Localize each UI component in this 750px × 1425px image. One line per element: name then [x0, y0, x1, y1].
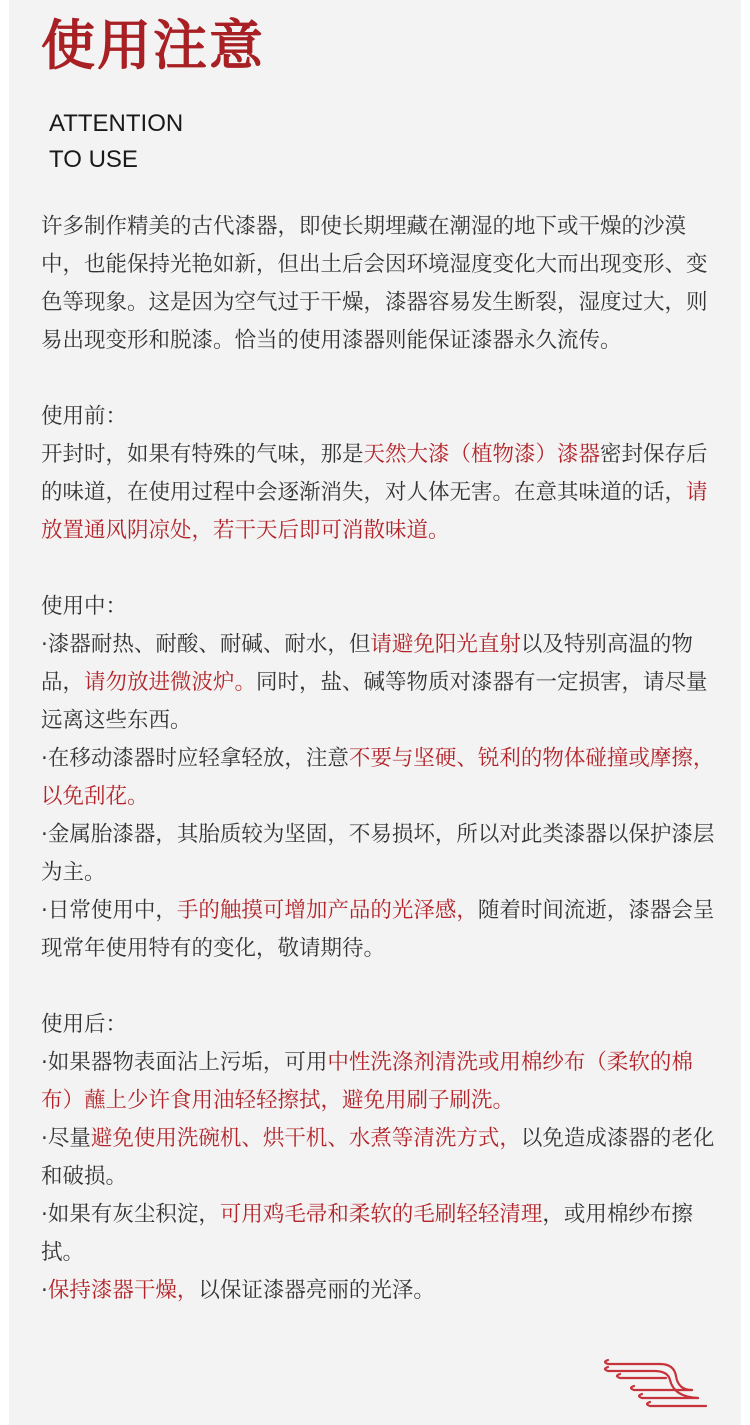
body-text: 同时，盐、碱等物质对漆器有一定损害，请尽量远离这些东西。 [41, 670, 708, 733]
intro-paragraph: 许多制作精美的古代漆器，即使长期埋藏在潮湿的地下或干燥的沙漠中，也能保持光艳如新，但出土后会因环境湿度变化大而出现变形、变色等现象。这是因为空气过于干燥，漆器容易发生断裂，湿度过大，则易出现变形和脱漆。恰当的使用漆器则能保证漆器永久流传。 [41, 214, 708, 353]
highlight-text: 请避免阳光直射 [370, 632, 521, 657]
body-text: ·日常使用中， [41, 898, 177, 923]
body-text: 开封时，如果有特殊的气味，那是 [41, 442, 364, 467]
section-after-use [41, 1006, 719, 1310]
body-text: ，或用棉纱布擦拭。 [41, 1202, 693, 1265]
section-heading: 使用中： [41, 594, 128, 619]
highlight-text: 请勿放进微波炉。 [84, 670, 257, 695]
page [9, 0, 741, 1425]
list-item [41, 740, 719, 816]
list-item [41, 1272, 719, 1310]
list-item [41, 816, 719, 892]
list-item [41, 1196, 719, 1272]
highlight-text: 天然大漆（植物漆）漆器 [363, 442, 601, 467]
content [41, 208, 719, 1310]
highlight-text: 保持漆器干燥， [47, 1278, 199, 1303]
list-item [41, 436, 719, 550]
highlight-text: 可用鸡毛帚和柔软的毛刷轻轻清理 [219, 1202, 543, 1227]
body-text: 密封保存后的味道，在使用过程中会逐渐消失，对人体无害。在意其味道的话， [41, 442, 708, 505]
section-items [41, 436, 719, 550]
list-item [41, 1120, 719, 1196]
body-text: ·尽量 [41, 1126, 91, 1151]
body-text: ·在移动漆器时应轻拿轻放，注意 [41, 746, 349, 771]
body-text: · [41, 1278, 48, 1303]
body-text: 以及特别高温的物品， [41, 632, 693, 695]
body-text: ·如果有灰尘积淀， [41, 1202, 220, 1227]
section-during-use [41, 588, 719, 968]
list-item [41, 1044, 719, 1120]
highlight-text: 请放置通风阴凉处，若干天后即可消散味道。 [41, 480, 708, 543]
section-heading: 使用后： [41, 1012, 128, 1037]
page-title: 使用注意 [41, 14, 265, 77]
body-text: ·金属胎漆器，其胎质较为坚固，不易损坏，所以对此类漆器以保护漆层为主。 [41, 822, 715, 885]
section-heading: 使用前： [41, 404, 128, 429]
highlight-text: 手的触摸可增加产品的光泽感， [176, 898, 478, 923]
highlight-text: 避免使用洗碗机、烘干机、水煮等清洗方式， [90, 1126, 521, 1151]
section-items [41, 626, 719, 968]
body-text: 随着时间流逝，漆器会呈现常年使用特有的变化，敬请期待。 [41, 898, 715, 961]
subtitle-line-1: ATTENTION [49, 110, 184, 137]
list-item [41, 626, 719, 740]
highlight-text: 不要与坚硬、锐利的物体碰撞或摩擦，以免刮花。 [41, 746, 715, 809]
section-before-use [41, 398, 719, 550]
list-item [41, 892, 719, 968]
subtitle [49, 106, 183, 178]
body-text: 以保证漆器亮丽的光泽。 [198, 1278, 435, 1303]
body-text: ·漆器耐热、耐酸、耐碱、耐水，但 [41, 632, 371, 657]
body-text: ·如果器物表面沾上污垢，可用 [41, 1050, 328, 1075]
highlight-text: 中性洗涤剂清洗或用棉纱布（柔软的棉布）蘸上少许食用油轻轻擦拭，避免用刷子刷洗。 [41, 1050, 693, 1113]
body-text: 以免造成漆器的老化和破损。 [41, 1126, 715, 1189]
section-items [41, 1044, 719, 1310]
subtitle-line-2: TO USE [49, 146, 138, 173]
wave-pattern-icon [594, 1350, 719, 1410]
